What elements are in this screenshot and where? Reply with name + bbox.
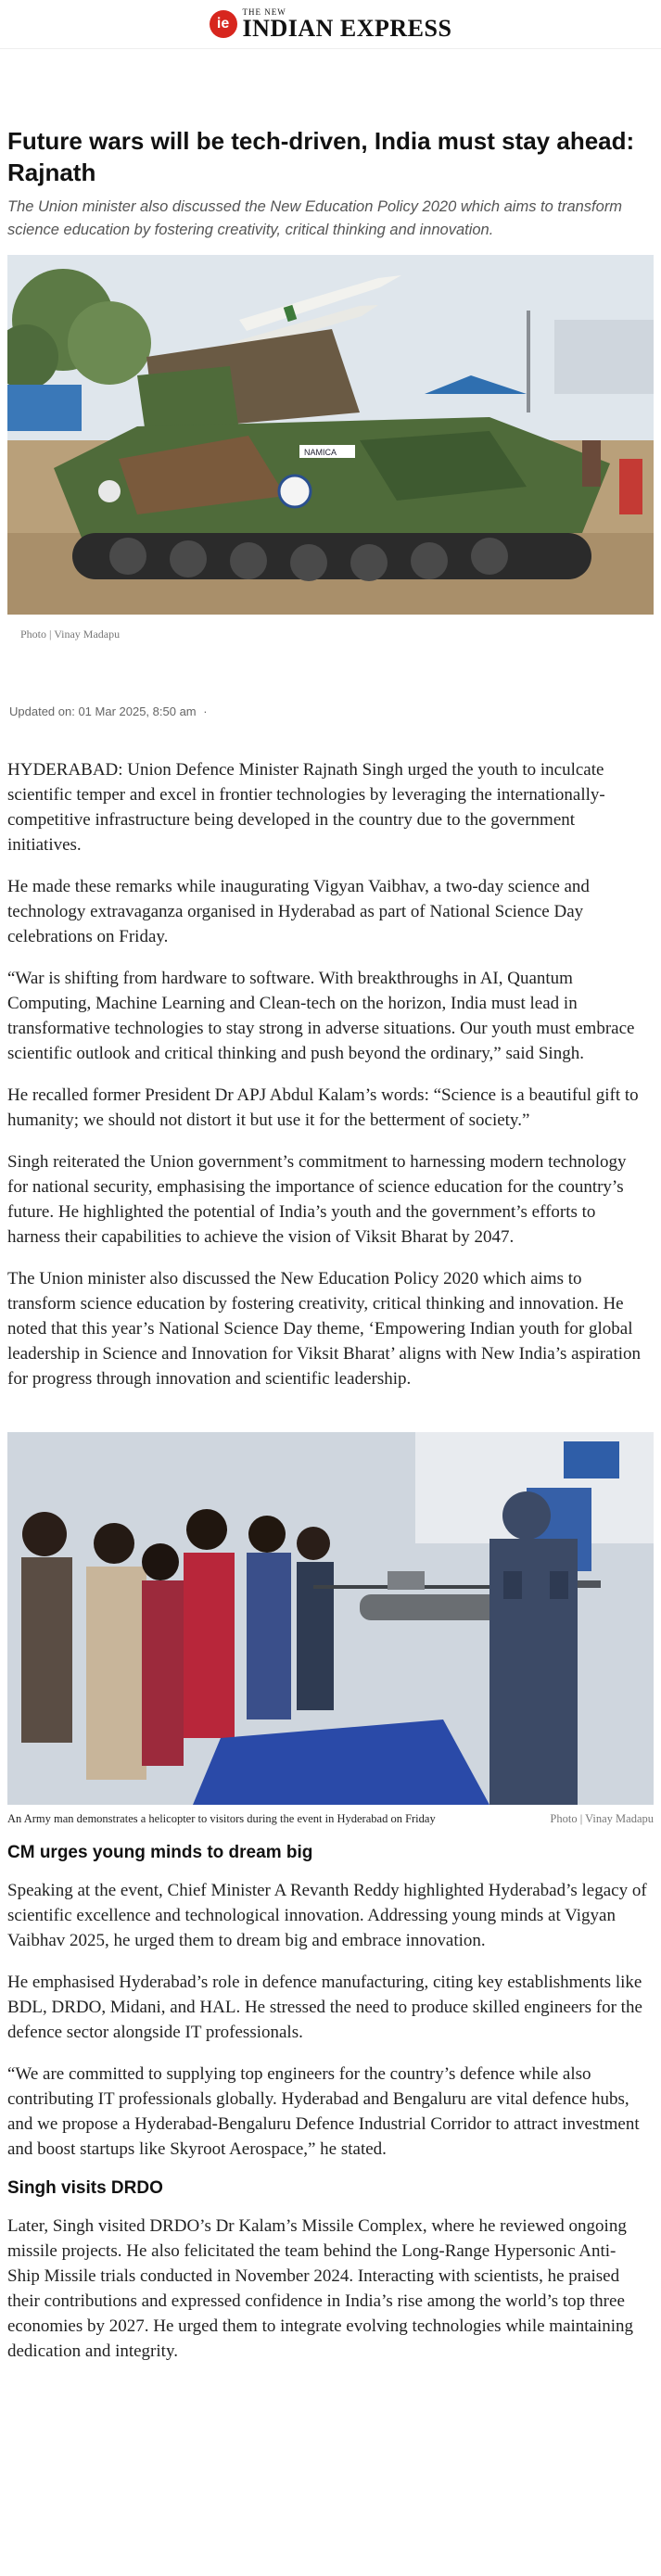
article-body-section-2 xyxy=(7,1878,647,2162)
article-body-section-1 xyxy=(7,757,647,1391)
body-paragraph: “We are committed to supplying top engineers for the country’s defence while also contributing IT professionals globally. Hyderabad and Bengaluru are vital defence hubs, and we propose a Hyderabad-Bengaluru Defence Industrial Corridor to attract investment and boost startups like Skyroot Aerospace,” he stated. xyxy=(7,2064,640,2159)
updated-timestamp xyxy=(9,704,654,718)
event-image-illustration xyxy=(7,1432,654,1805)
event-image xyxy=(7,1432,654,1805)
body-paragraph: HYDERABAD: Union Defence Minister Rajnath Singh urged the youth to inculcate scientific temper and excel in frontier technologies by leveraging the internationally-competitive infrastructure being developed in the country due to the government initiatives. xyxy=(7,760,605,855)
hero-image-caption: Photo | Vinay Madapu xyxy=(20,628,121,641)
article-subhead: The Union minister also discussed the New Education Policy 2020 which aims to transform science education by fostering creativity, critical thinking and innovation. xyxy=(7,198,623,238)
site-header xyxy=(0,0,661,49)
body-paragraph: He made these remarks while inaugurating Vigyan Vaibhav, a two-day science and technology extravaganza organised in Hyderabad as part of National Science Day celebrations on Friday. xyxy=(7,877,590,946)
body-paragraph: “War is shifting from hardware to software. With breakthroughs in AI, Quantum Computing, Machine Learning and Clean-tech on the horizon, India must lead in transformative technologies to stay strong in adverse situations. Our youth must embrace scientific outlook and critical thinking and push beyond the ordinary,” said Singh. xyxy=(7,969,635,1063)
article-headline: Future wars will be tech-driven, India must stay ahead: Rajnath xyxy=(7,127,635,186)
section-heading-cm: CM urges young minds to dream big xyxy=(7,1843,313,1862)
site-logo[interactable] xyxy=(210,8,452,41)
hero-image-illustration xyxy=(7,255,654,615)
section-heading-drdo: Singh visits DRDO xyxy=(7,2178,163,2198)
body-paragraph: He emphasised Hyderabad’s role in defence manufacturing, citing key establishments like BDL, DRDO, Midani, and HAL. He stressed the need to produce skilled engineers for the defence sector alongside IT professionals. xyxy=(7,1973,642,2042)
hero-image xyxy=(7,255,654,615)
body-paragraph: Singh reiterated the Union government’s commitment to harnessing modern technology for national security, emphasising the importance of science education for the country’s future. He highlighted the potential of India’s youth and the government’s efforts to harness their capabilities to achieve the vision of Viksit Bharat by 2047. xyxy=(7,1152,627,1247)
logo-mark-icon: ie xyxy=(210,10,237,38)
updated-separator: · xyxy=(203,704,208,718)
body-paragraph: The Union minister also discussed the New Education Policy 2020 which aims to transform science education by fostering creativity, critical thinking and innovation. He noted that this year’s National Science Day theme, ‘Empowering Indian youth for global leadership in Science and Innovation for Viksit Bharat’ aligns with New India’s aspiration for progress through innovation and scientific leadership. xyxy=(7,1269,642,1389)
article-body-section-3 xyxy=(7,2214,647,2364)
logo-wordmark xyxy=(243,8,452,41)
logo-small-text: THE NEW xyxy=(242,6,286,17)
logo-big-text: INDIAN EXPRESS xyxy=(242,14,452,42)
event-image-caption-row xyxy=(7,1812,654,1826)
body-paragraph: Later, Singh visited DRDO’s Dr Kalam’s Missile Complex, where he reviewed ongoing missile projects. He also felicitated the team behind the Long-Range Hypersonic Anti-Ship Missile trials conducted in November 2024. Interacting with scientists, he praised their contributions and expressed confidence in India’s rise among the world’s top three economies by 2027. He urged them to integrate evolving technologies while maintaining dedication and integrity. xyxy=(7,2216,634,2361)
event-image-credit: Photo | Vinay Madapu xyxy=(550,1812,654,1825)
body-paragraph: He recalled former President Dr APJ Abdul Kalam’s words: “Science is a beautiful gift to humanity; we should not distort it but use it for the betterment of society.” xyxy=(7,1085,639,1130)
article xyxy=(0,125,661,2364)
body-paragraph: Speaking at the event, Chief Minister A Revanth Reddy highlighted Hyderabad’s legacy of scientific excellence and technological innovation. Addressing young minds at Vigyan Vaibhav 2025, he urged them to dream big and embrace innovation. xyxy=(7,1881,647,1950)
hero-panel-text: NAMICA xyxy=(304,448,337,457)
event-image-caption: An Army man demonstrates a helicopter to visitors during the event in Hyderabad on Friday xyxy=(7,1812,436,1825)
updated-text: Updated on: 01 Mar 2025, 8:50 am xyxy=(9,704,197,718)
